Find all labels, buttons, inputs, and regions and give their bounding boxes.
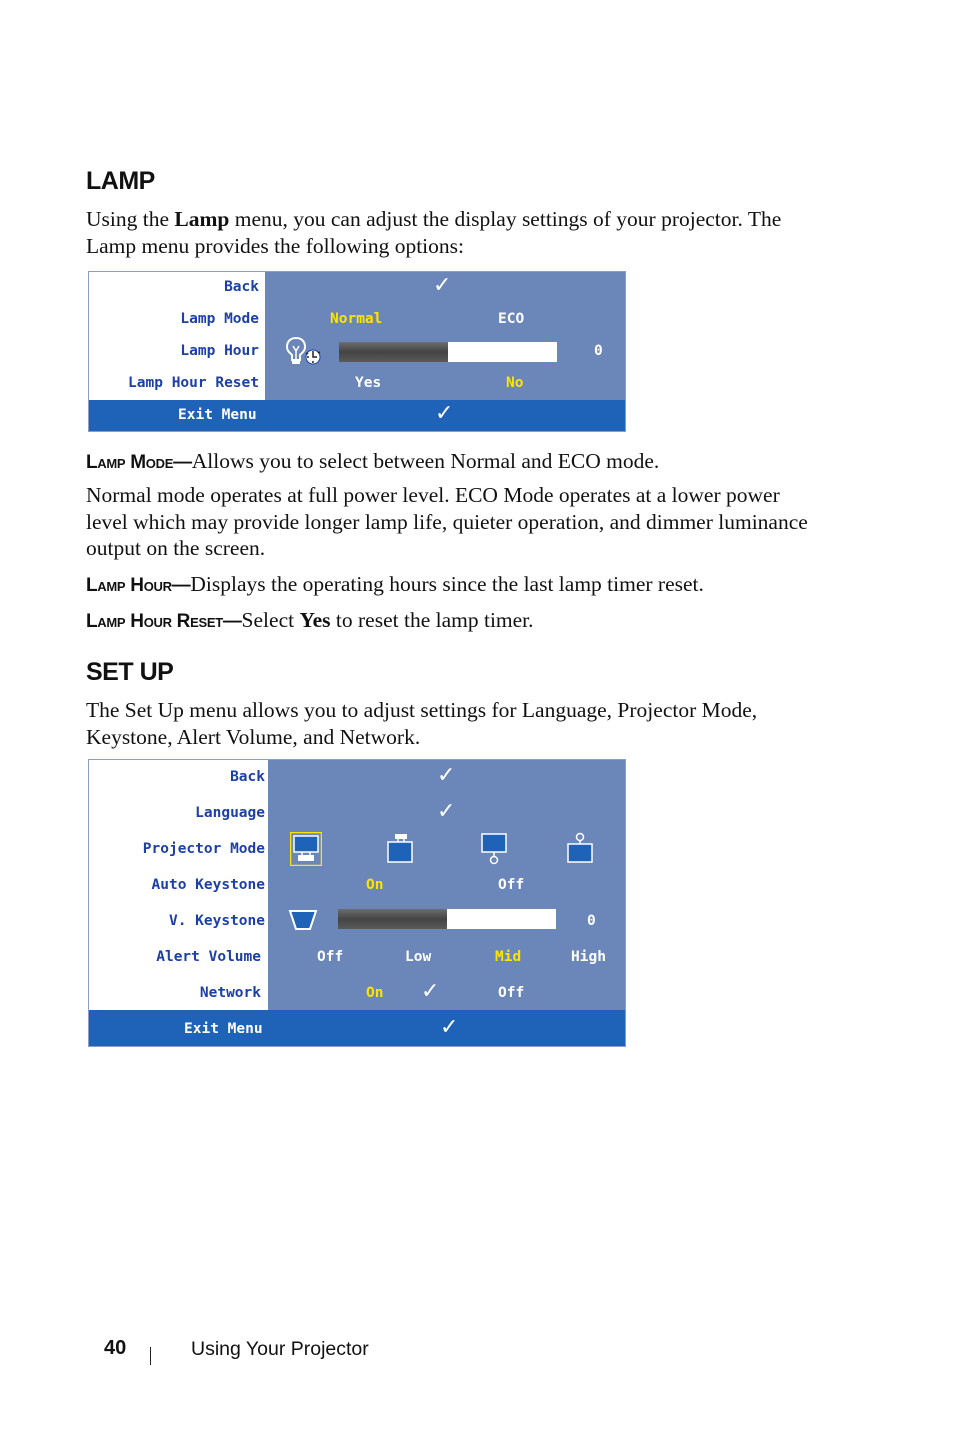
lamp-menu-lamp-hour-reset-label[interactable]: Lamp Hour Reset bbox=[128, 375, 259, 391]
lamp-mode-term: Lamp Mode— bbox=[86, 452, 192, 473]
alert-volume-option-high[interactable]: High bbox=[571, 949, 606, 965]
lamp-bulb-icon bbox=[285, 336, 323, 372]
setup-menu-exit-label[interactable]: Exit Menu bbox=[184, 1021, 263, 1037]
front-projection-ceiling-icon[interactable] bbox=[384, 832, 416, 870]
auto-keystone-option-on[interactable]: On bbox=[366, 877, 384, 893]
keystone-trapezoid-icon bbox=[288, 908, 318, 936]
page-number: 40 bbox=[104, 1337, 127, 1359]
lamp-menu-exit-bar[interactable] bbox=[89, 400, 625, 431]
lamp-hour-reset-option-yes[interactable]: Yes bbox=[355, 375, 382, 391]
setup-menu-back-check-icon: ✓ bbox=[437, 763, 456, 788]
v-keystone-value: 0 bbox=[587, 913, 596, 929]
lamp-mode-text: Allows you to select between Normal and ECO mode. bbox=[191, 449, 660, 473]
lamp-mode-option-eco[interactable]: ECO bbox=[498, 311, 525, 327]
lamp-hour-description bbox=[86, 571, 826, 600]
setup-menu-exit-check-icon: ✓ bbox=[440, 1015, 459, 1040]
lamp-hour-bar bbox=[339, 342, 557, 362]
lamp-heading: LAMP bbox=[86, 167, 155, 195]
lamp-hour-term: Lamp Hour— bbox=[86, 575, 191, 596]
lamp-mode-description bbox=[86, 448, 826, 477]
setup-menu-projector-mode-label[interactable]: Projector Mode bbox=[142, 841, 265, 857]
lamp-hour-reset-pre: Select bbox=[241, 608, 300, 632]
setup-intro: The Set Up menu allows you to adjust settings for Language, Projector Mode, Keystone, Alert Volume, and Network. bbox=[86, 698, 758, 749]
footer-separator bbox=[150, 1347, 151, 1365]
network-option-off[interactable]: Off bbox=[498, 985, 525, 1001]
setup-menu-network-label[interactable]: Network bbox=[199, 985, 261, 1001]
setup-menu-v-keystone-label[interactable]: V. Keystone bbox=[168, 913, 265, 929]
lamp-menu-screenshot bbox=[88, 271, 626, 432]
lamp-hour-reset-bold: Yes bbox=[299, 608, 331, 632]
lamp-hour-reset-option-no[interactable]: No bbox=[506, 375, 524, 391]
v-keystone-bar-fill bbox=[338, 909, 447, 929]
alert-volume-option-off[interactable]: Off bbox=[317, 949, 344, 965]
lamp-menu-back-label[interactable]: Back bbox=[224, 279, 259, 295]
auto-keystone-option-off[interactable]: Off bbox=[498, 877, 525, 893]
setup-menu-alert-volume-label[interactable]: Alert Volume bbox=[156, 949, 261, 965]
lamp-intro-bold: Lamp bbox=[174, 207, 230, 231]
lamp-menu-lamp-mode-label[interactable]: Lamp Mode bbox=[180, 311, 259, 327]
lamp-menu-exit-check-icon: ✓ bbox=[435, 401, 454, 426]
setup-menu-language-label[interactable]: Language bbox=[195, 805, 265, 821]
lamp-hour-reset-post: to reset the lamp timer. bbox=[330, 608, 534, 632]
setup-menu-auto-keystone-label[interactable]: Auto Keystone bbox=[151, 877, 265, 893]
lamp-intro bbox=[86, 206, 826, 259]
setup-menu-screenshot bbox=[88, 759, 626, 1047]
setup-menu-back-label[interactable]: Back bbox=[230, 769, 265, 785]
rear-projection-desktop-icon[interactable] bbox=[478, 832, 510, 870]
alert-volume-option-low[interactable]: Low bbox=[405, 949, 432, 965]
lamp-hour-text: Displays the operating hours since the last lamp timer reset. bbox=[190, 572, 704, 596]
network-option-on[interactable]: On bbox=[366, 985, 384, 1001]
lamp-menu-exit-label[interactable]: Exit Menu bbox=[178, 407, 257, 423]
lamp-hour-reset-term: Lamp Hour Reset— bbox=[86, 611, 242, 632]
lamp-hour-reset-description bbox=[86, 607, 826, 636]
setup-menu-language-check-icon: ✓ bbox=[437, 799, 456, 824]
lamp-mode-option-normal[interactable]: Normal bbox=[330, 311, 383, 327]
lamp-menu-lamp-hour-label[interactable]: Lamp Hour bbox=[180, 343, 259, 359]
network-check-icon: ✓ bbox=[421, 979, 440, 1004]
footer-chapter-title: Using Your Projector bbox=[191, 1338, 369, 1360]
setup-menu-value-panel bbox=[268, 760, 625, 1011]
setup-menu-exit-bar[interactable] bbox=[89, 1010, 625, 1046]
lamp-hour-value: 0 bbox=[594, 343, 603, 359]
rear-projection-ceiling-icon[interactable] bbox=[564, 832, 596, 870]
lamp-hour-bar-fill bbox=[339, 342, 448, 362]
lamp-menu-back-check-icon: ✓ bbox=[433, 273, 452, 298]
front-projection-desktop-icon[interactable] bbox=[290, 832, 322, 870]
lamp-intro-pre: Using the bbox=[86, 207, 175, 231]
v-keystone-bar[interactable] bbox=[338, 909, 556, 929]
setup-heading: SET UP bbox=[86, 658, 174, 686]
alert-volume-option-mid[interactable]: Mid bbox=[495, 949, 522, 965]
lamp-intro-post: menu, you can adjust the display settings of your projector. The Lamp menu provides the following options: bbox=[86, 207, 782, 258]
normal-mode-paragraph: Normal mode operates at full power level. ECO Mode operates at a lower power level which may provide longer lamp life, quieter operation, and dimmer luminance output on the screen. bbox=[86, 483, 808, 560]
